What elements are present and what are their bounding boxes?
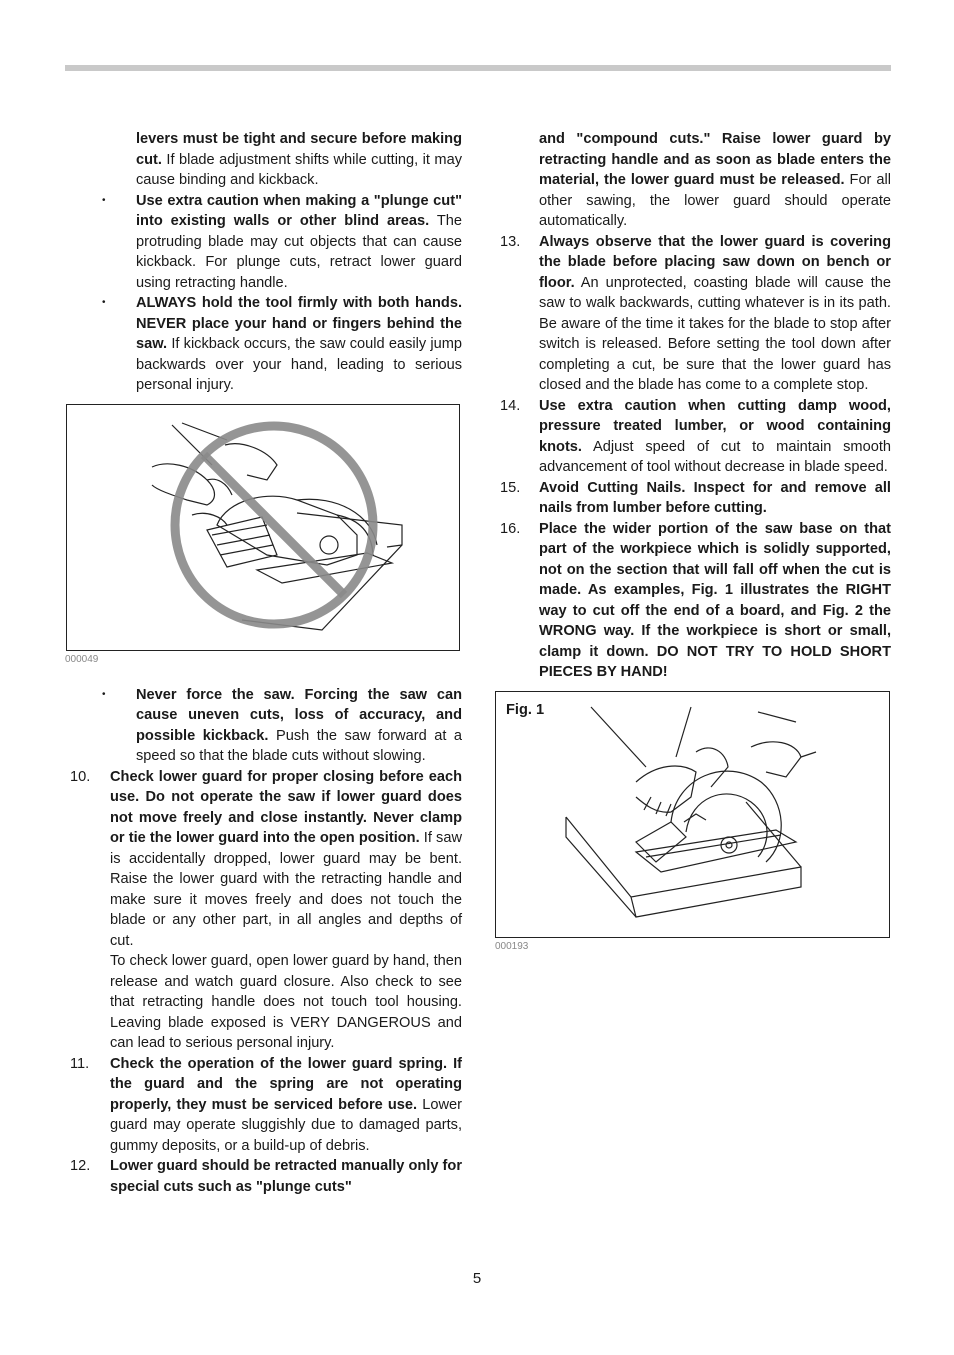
bullet-marker: • — [102, 194, 106, 206]
item-15: 15. Avoid Cutting Nails. Inspect for and remove all nails from lumber before cutting. — [500, 479, 891, 516]
header-rule — [65, 65, 891, 71]
bullet-never-force: • Never force the saw. Forcing the saw can cause uneven cuts, loss of accuracy, and possible kickback. Push the saw forward at a speed so that the blade cuts without slowing. — [102, 686, 463, 764]
wrong-grip-illustration — [67, 405, 458, 649]
item-12-continued: and "compound cuts." Raise lower guard by retracting handle and as soon as blade enters the material, the lower guard must be released. For all other sawing, the lower guard should operate automatically. — [539, 131, 891, 229]
bullet-hold-firmly: • ALWAYS hold the tool firmly with both hands. NEVER place your hand or fingers behind the saw. If kickback occurs, the saw could easily jump backwards over your hand, leading to serious personal injury. — [102, 295, 462, 393]
left-column — [65, 129, 463, 1197]
prohibited-grip-figure — [66, 404, 460, 651]
item-10: 10. Check lower guard for proper closing before each use. Do not operate the saw if lower guard does not move freely and close instantly. Never clamp or tie the lower guard into the open position. If saw is accidentally dropped, lower guard may be bent. Raise the lower guard with the retracting handle and make sure it moves freely and does not touch the blade or any other part, in all angles and depths of cut. To check lower guard, open lower guard by hand, then release and watch guard closure. Also check to see that retracting handle does not touch tool housing. Leaving blade exposed is VERY DANGEROUS and can lead to serious personal injury. — [70, 768, 462, 1051]
figure-code: 000193 — [495, 940, 529, 952]
item-number: 11. — [70, 1055, 90, 1072]
figure-label: Fig. 1 — [506, 701, 545, 718]
figure-1 — [495, 691, 890, 938]
figure-code: 000049 — [65, 653, 99, 665]
item-number: 14. — [500, 397, 521, 414]
bullet-plunge-cut: • Use extra caution when making a "plunge cut" into existing walls or other blind areas. The protruding blade may cut objects that can cause kickback. For plunge cuts, retract lower guard using retracting handle. — [102, 192, 462, 291]
item-number: 12. — [70, 1158, 91, 1174]
right-column — [495, 129, 891, 972]
bullet-marker: • — [102, 688, 106, 700]
right-way-illustration — [496, 692, 888, 936]
item-16: 16. Place the wider portion of the saw base on that part of the workpiece which is solidly supported, not on the section that will fall off when the cut is made. As examples, Fig. 1 illustrates the RIGHT way to cut off the end of a board, and Fig. 2 the WRONG way. If the workpiece is short or small, clamp it down. DO NOT TRY TO HOLD SHORT PIECES BY HAND! — [500, 520, 891, 680]
bullet-marker: • — [102, 297, 106, 308]
item-number: 16. — [500, 520, 521, 537]
item-number: 13. — [500, 233, 521, 250]
item-12: 12. Lower guard should be retracted manually only for special cuts such as "plunge cuts" — [70, 1158, 462, 1195]
intro-paragraph: levers must be tight and secure before making cut. If blade adjustment shifts while cutting, it may cause binding and kickback. — [136, 131, 462, 188]
page-number: 5 — [472, 1270, 482, 1287]
item-number: 10. — [70, 768, 91, 785]
item-11: 11. Check the operation of the lower guard spring. If the guard and the spring are not operating properly, they must be serviced before use. Lower guard may operate sluggishly due to damaged parts, gummy deposits, or a build-up of debris. — [70, 1055, 462, 1154]
item-13: 13. Always observe that the lower guard is covering the blade before placing saw down on bench or floor. An unprotected, coasting blade will cause the saw to walk backwards, cutting whatever is in its path. Be aware of the time it takes for the blade to stop after switch is released. Before setting the tool down after completing a cut, be sure that the lower guard has closed and the blade has come to a complete stop. — [500, 233, 891, 393]
item-number: 15. — [500, 479, 521, 496]
item-14: 14. Use extra caution when cutting damp wood, pressure treated lumber, or wood containing knots. Adjust speed of cut to maintain smooth advancement of tool without decrease in blade speed. — [500, 397, 891, 475]
